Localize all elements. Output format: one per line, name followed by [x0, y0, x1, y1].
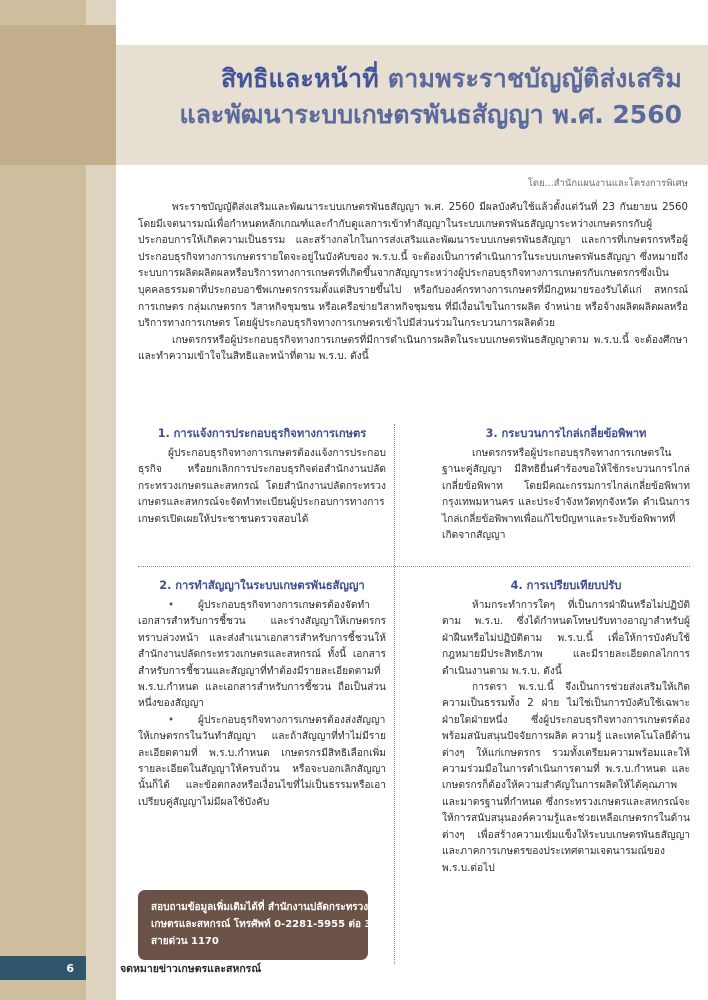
header-banner	[116, 45, 708, 165]
section-2-bullet-1	[138, 598, 386, 713]
section-3-paragraph: เกษตรกรหรือผู้ประกอบธุรกิจทางการเกษตรในฐานะคู่สัญญา มีสิทธิยื่นคำร้องขอให้ใช้กระบวนการไกล่เกลี่ยข้อพิพาท โดยมีคณะกรรมการไกล่เกลี่ยข้อพิพาทกรุงเทพมหานคร และประจำจังหวัดทุกจังหวัด ดำเนินการไกล่เกลี่ยข้อพิพาทเพื่อแก้ไขปัญหาและระงับข้อพิพาทที่เกิดจากสัญญา	[442, 448, 690, 542]
page-title-rest: ตามพระราชบัญญัติส่งเสริม	[378, 64, 682, 93]
page-number-badge: 6	[0, 956, 86, 980]
section-4-paragraph-1: ห้ามกระทำการใดๆ ที่เป็นการฝ่าฝืนหรือไม่ปฏิบัติตาม พ.ร.บ. ซึ่งได้กำหนดโทษปรับทางอาญาสำหรับผู้ฝ่าฝืนหรือไม่ปฏิบัติตาม พ.ร.บ.นี้ เพื่อให้การบังคับใช้กฎหมายมีประสิทธิภาพ และมีรายละเอียดกลไกการดำเนินงานตาม พ.ร.บ. ดังนี้	[442, 600, 690, 677]
section-4-paragraph-2: การตรา พ.ร.บ.นี้ จึงเป็นการช่วยส่งเสริมให้เกิดความเป็นธรรมทั้ง 2 ฝ่าย ไม่ใช่เป็นการบังคับใช้เฉพาะฝ่ายใดฝ่ายหนึ่ง ซึ่งผู้ประกอบธุรกิจทางการเกษตรต้องพร้อมสนับสนุนปัจจัยการผลิต ความรู้ และเทคโนโลยีด้านต่างๆ ให้แก่เกษตรกร รวมทั้งเตรียมความพร้อมและให้ความร่วมมือในการดำเนินการตามที่ พ.ร.บ.กำหนด และเกษตรกรก็ต้องให้ความสำคัญในการผลิตให้ได้คุณภาพและมาตรฐานที่กำหนด ซึ่งกระทรวงเกษตรและสหกรณ์จะให้การสนับสนุนองค์ความรู้และช่วยเหลือเกษตรกรในด้านต่างๆ เพื่อสร้างความเข้มแข็งให้ระบบเกษตรพันธสัญญา และภาคการเกษตรของประเทศตามเจตนารมณ์ของ พ.ร.บ.ต่อไป	[442, 682, 690, 874]
intro-paragraph-2: เกษตรกรหรือผู้ประกอบธุรกิจทางการเกษตรที่มีการดำเนินการผลิตในระบบเกษตรพันธสัญญาตาม พ.ร.บ.นี้ จะต้องศึกษาและทำความเข้าใจในสิทธิและหน้าที่ตาม พ.ร.บ. ดังนี้	[138, 334, 688, 363]
section-2	[138, 578, 386, 811]
contact-info-box	[138, 890, 386, 960]
left-decorative-band-footer-light	[86, 986, 116, 1000]
section-1	[138, 426, 386, 528]
contact-line-3: สายด่วน 1170	[151, 936, 219, 947]
intro-paragraph-1: พระราชบัญญัติส่งเสริมและพัฒนาระบบเกษตรพันธสัญญา พ.ศ. 2560 มีผลบังคับใช้แล้วตั้งแต่วันที่ 23 กันยายน 2560 โดยมีเจตนารมณ์เพื่อกำหนดหลักเกณฑ์และกำกับดูแลการเข้าทำสัญญาในระบบเกษตรพันธสัญญาระหว่างเกษตรกรกับผู้ประกอบการให้เกิดความเป็นธรรม และสร้างกลไกในการส่งเสริมและพัฒนาระบบเกษตรพันธสัญญา และการที่เกษตรกรหรือผู้ประกอบธุรกิจทางการเกษตรรายใดจะอยู่ในบังคับของ พ.ร.บ.นี้ จะต้องเป็นการดำเนินการในระบบเกษตรพันธสัญญา ซึ่งหมายถึง ระบบการผลิตผลิตผลหรือบริการทางการเกษตรที่เกิดขึ้นจากสัญญาระหว่างผู้ประกอบธุรกิจทางการเกษตรกับเกษตรกรซึ่งเป็นบุคคลธรรมดาที่ประกอบอาชีพเกษตรกรรมตั้งแต่สิบรายขึ้นไป หรือกับองค์กรทางการเกษตรที่มีกฎหมายรองรับได้แก่ สหกรณ์การเกษตร กลุ่มเกษตรกร วิสาหกิจชุมชน หรือเครือข่ายวิสาหกิจชุมชน ที่มีเงื่อนไขในการผลิต จำหน่าย หรือจ้างผลิตผลิตผลหรือบริการทางการเกษตร โดยผู้ประกอบธุรกิจทางการเกษตรเข้าไปมีส่วนร่วมในกระบวนการผลิตด้วย	[138, 202, 688, 330]
page-title-accent: สิทธิและหน้าที่	[220, 64, 379, 93]
contact-line-2: เกษตรและสหกรณ์ โทรศัพท์ 0-2281-5955 ต่อ 354	[151, 919, 386, 930]
section-2-bullet-2	[138, 713, 386, 811]
left-decorative-band-dark	[0, 25, 116, 165]
section-1-heading: 1. การแจ้งการประกอบธุรกิจทางการเกษตร	[157, 427, 367, 440]
section-2-bullet-2-text: ผู้ประกอบธุรกิจทางการเกษตรต้องส่งสัญญาให้เกษตรกรในวันทำสัญญา และถ้าสัญญาที่ทำไม่มีรายละเอียดตามที่ พ.ร.บ.กำหนด เกษตรกรมีสิทธิเลือกเพิ่มรายละเอียดในสัญญาให้ครบถ้วน หรือจะบอกเลิกสัญญานั้นก็ได้ และข้อตกลงหรือเงื่อนไขที่ไม่เป็นธรรมหรือเอาเปรียบคู่สัญญาไม่มีผลใช้บังคับ	[138, 714, 386, 808]
section-2-heading: 2. การทำสัญญาในระบบเกษตรพันธสัญญา	[159, 579, 365, 592]
intro-body	[138, 200, 688, 366]
footer-publication-title: จดหมายข่าวเกษตรและสหกรณ์	[120, 963, 262, 975]
contact-line-1: สอบถามข้อมูลเพิ่มเติมได้ที่ สำนักงานปลัดกระทรวง	[151, 902, 369, 913]
section-1-paragraph: ผู้ประกอบธุรกิจทางการเกษตรต้องแจ้งการประกอบธุรกิจ หรือยกเลิกการประกอบธุรกิจต่อสำนักงานปลัดกระทรวงเกษตรและสหกรณ์ โดยสำนักงานปลัดกระทรวงเกษตรและสหกรณ์จะจัดทำทะเบียนผู้ประกอบการทางการเกษตรเปิดเผยให้ประชาชนตรวจสอบได้	[138, 448, 386, 525]
section-4-heading: 4. การเปรียบเทียบปรับ	[510, 579, 622, 592]
section-2-bullet-1-text: ผู้ประกอบธุรกิจทางการเกษตรต้องจัดทำเอกสารสำหรับการชี้ชวน และร่างสัญญาให้เกษตรกรทราบล่วงหน้า และส่งสำเนาเอกสารสำหรับการชี้ชวนให้สำนักงานปลัดกระทรวงเกษตรและสหกรณ์ ทั้งนี้ เอกสารสำหรับการชี้ชวนและสัญญาที่ทำต้องมีรายละเอียดตามที่ พ.ร.บ.กำหนด และเอกสารสำหรับการชี้ชวน ถือเป็นส่วนหนึ่งของสัญญา	[138, 600, 386, 710]
section-4	[442, 578, 690, 877]
page-title-line1	[116, 61, 682, 97]
section-3-heading: 3. กระบวนการไกล่เกลี่ยข้อพิพาท	[485, 427, 647, 440]
section-3	[442, 426, 690, 544]
byline: โดย...สำนักแผนงานและโครงการพิเศษ	[527, 178, 688, 189]
page-title-line2: และพัฒนาระบบเกษตรพันธสัญญา พ.ศ. 2560	[179, 100, 682, 130]
sections-grid	[138, 426, 690, 966]
